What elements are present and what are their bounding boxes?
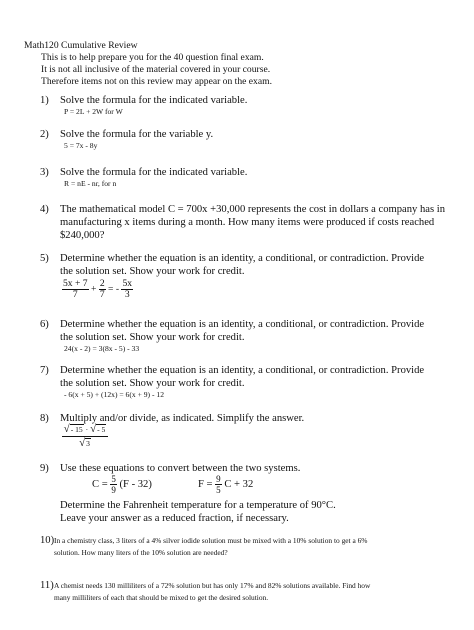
- fraction: [99, 279, 106, 300]
- question-text-line-1: The mathematical model C = 700x +30,000 represents the cost in dollars a company has in: [60, 204, 445, 215]
- question-4-line-3: $240,000?: [60, 230, 105, 241]
- question-number: 7): [40, 365, 49, 376]
- radical-sign-icon: √: [63, 423, 70, 435]
- radical-sign-icon: √: [79, 437, 86, 449]
- question-7: [40, 364, 424, 377]
- denominator: 5: [216, 485, 221, 495]
- intro-line-1: This is to help prepare you for the 40 question final exam.: [41, 52, 264, 63]
- question-text: Use these equations to convert between the two systems.: [60, 463, 301, 474]
- question-text-line-1: Determine whether the equation is an identity, a conditional, or contradiction. Provide: [60, 365, 425, 376]
- expression-numerator: [62, 423, 108, 437]
- question-9-line-2: Determine the Fahrenheit temperature for a temperature of 90°C.: [60, 500, 336, 511]
- fraction: [62, 279, 89, 300]
- denominator: 3: [124, 289, 130, 300]
- question-text-line-1: Determine whether the equation is an identity, a conditional, or contradiction. Provide: [60, 253, 425, 264]
- question-5: [40, 252, 424, 265]
- numerator: 2: [99, 278, 105, 289]
- question-text-line-1: Determine whether the equation is an identity, a conditional, or contradiction. Provide: [60, 319, 425, 330]
- denominator: 7: [72, 289, 78, 300]
- fraction: [215, 474, 222, 495]
- question-1-equation: P = 2L + 2W for W: [64, 107, 123, 116]
- equals-sign: = -: [108, 283, 120, 295]
- formula-lhs: C =: [92, 478, 108, 490]
- question-text: Solve the formula for the variable y.: [60, 129, 214, 140]
- question-number: 11): [40, 580, 54, 591]
- celsius-formula: [92, 474, 152, 495]
- question-11: [40, 580, 370, 592]
- question-11-line-2: many milliliters of each that should be mixed to get the desired solution.: [54, 593, 269, 602]
- question-10-line-2: solution. How many liters of the 10% solution are needed?: [54, 548, 228, 557]
- numerator: 5x: [122, 278, 133, 289]
- question-10: [40, 535, 367, 547]
- question-text: Solve the formula for the indicated variable.: [60, 167, 248, 178]
- question-number: 10): [40, 535, 55, 546]
- denominator: 7: [99, 289, 105, 300]
- multiply-dot: ·: [85, 425, 89, 434]
- question-3-equation: R = nE - nr, for n: [64, 179, 117, 188]
- question-number: 1): [40, 95, 49, 106]
- question-2-equation: 5 = 7x - 8y: [64, 141, 98, 150]
- question-5-line-2: the solution set. Show your work for credit.: [60, 266, 245, 277]
- question-number: 2): [40, 129, 49, 140]
- question-7-equation: - 6(x + 5) + (12x) = 6(x + 9) - 12: [64, 390, 165, 399]
- question-text: Multiply and/or divide, as indicated. Simplify the answer.: [60, 413, 305, 424]
- radical-sign-icon: √: [90, 423, 97, 435]
- numerator: 5x + 7: [63, 278, 88, 289]
- question-text-line-1: A chemist needs 130 milliliters of a 72% solution but has only 17% and 82% solutions available. Find how: [54, 581, 371, 590]
- question-4: [40, 203, 445, 216]
- question-number: 8): [40, 413, 49, 424]
- denominator: 9: [111, 485, 116, 495]
- question-number: 6): [40, 319, 49, 330]
- question-number: 5): [40, 253, 49, 264]
- question-6: [40, 318, 424, 331]
- formula-rhs: C + 32: [224, 478, 254, 490]
- fraction: [110, 474, 117, 495]
- question-6-equation: 24(x - 2) = 3(8x - 5) - 33: [64, 344, 140, 353]
- intro-line-3: Therefore items not on this review may appear on the exam.: [41, 76, 272, 87]
- document-title: Math120 Cumulative Review: [24, 40, 138, 51]
- question-number: 3): [40, 167, 49, 178]
- radicand: 3: [86, 439, 90, 448]
- question-text: Solve the formula for the indicated variable.: [60, 95, 248, 106]
- expression-denominator: [62, 437, 108, 449]
- question-9-line-3: Leave your answer as a reduced fraction, if necessary.: [60, 513, 289, 524]
- numerator: 9: [216, 474, 221, 484]
- question-number: 9): [40, 463, 49, 474]
- numerator: 5: [111, 474, 116, 484]
- plus-sign: +: [91, 283, 97, 295]
- question-6-line-2: the solution set. Show your work for credit.: [60, 332, 245, 343]
- question-9: [40, 462, 300, 475]
- question-4-line-2: manufacturing x items during a month. How many items were produced if costs reached: [60, 217, 435, 228]
- radicand: - 5: [97, 425, 106, 434]
- formula-lhs: F =: [198, 478, 213, 490]
- fraction: [121, 279, 133, 300]
- question-text-line-1: In a chemistry class, 3 liters of a 4% silver iodide solution must be mixed with a 10% solution to get a 6%: [54, 536, 368, 545]
- question-number: 4): [40, 204, 49, 215]
- fahrenheit-formula: [198, 474, 253, 495]
- radicand: - 15: [70, 425, 83, 434]
- intro-line-2: It is not all inclusive of the material covered in your course.: [41, 64, 271, 75]
- question-7-line-2: the solution set. Show your work for credit.: [60, 378, 245, 389]
- question-8-expression: [62, 423, 108, 449]
- question-5-equation: [62, 279, 133, 300]
- formula-rhs: (F - 32): [119, 478, 152, 490]
